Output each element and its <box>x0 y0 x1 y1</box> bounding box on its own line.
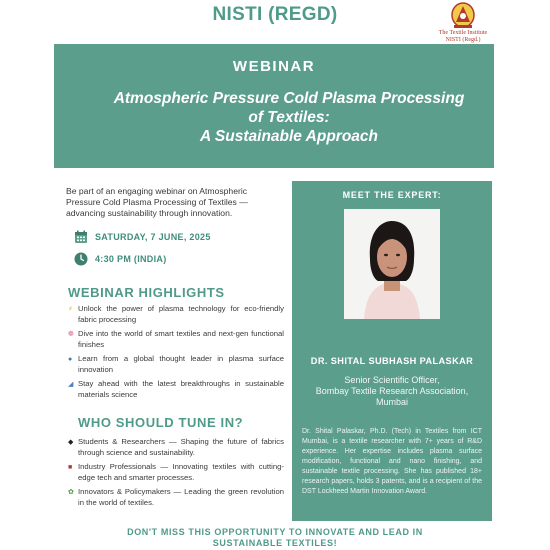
globe-icon: ● <box>68 356 73 363</box>
audience-list <box>68 436 284 511</box>
webinar-title <box>54 89 494 146</box>
expert-photo <box>344 209 440 319</box>
intro-text: Be part of an engaging webinar on Atmospheric Pressure Cold Plasma Processing of Textiles — advancing sustainability through innovation. <box>66 186 248 218</box>
thread-icon: ❁ <box>68 331 74 338</box>
expert-role <box>300 375 484 408</box>
event-date-row <box>74 230 211 244</box>
expert-role-line2: Bombay Textile Research Association, <box>315 386 469 396</box>
banner-label: WEBINAR <box>232 58 316 75</box>
expert-heading: MEET THE EXPERT: <box>342 190 442 200</box>
list-item: ✿ Innovators & Policymakers — Leading the green revolution in the world of textiles. <box>68 487 284 507</box>
factory-icon: ■ <box>68 464 73 471</box>
institute-logo <box>418 2 508 44</box>
audience-heading: WHO SHOULD TUNE IN? <box>78 415 244 430</box>
footer-line2: SUSTAINABLE TEXTILES! <box>212 538 338 548</box>
event-time-row <box>74 252 167 266</box>
event-date: SATURDAY, 7 JUNE, 2025 <box>95 232 211 242</box>
list-item: ■ Industry Professionals — Innovating textiles with cutting-edge tech and smarter processes. <box>68 462 284 482</box>
list-item: ● Learn from a global thought leader in plasma surface innovation <box>68 354 284 374</box>
expert-role-line3: Mumbai <box>375 397 408 407</box>
graduation-cap-icon: ◆ <box>68 439 74 446</box>
webinar-title-line2: of Textiles: <box>248 109 330 126</box>
institute-crest-icon <box>450 2 476 30</box>
expert-role-line1: Senior Scientific Officer, <box>344 375 440 385</box>
event-time: 4:30 PM (INDIA) <box>95 254 167 264</box>
footer-cta <box>0 527 550 549</box>
org-title: NISTI (REGD) <box>212 4 338 25</box>
highlights-heading: WEBINAR HIGHLIGHTS <box>68 285 225 300</box>
lightning-icon: ⚡ <box>68 306 73 313</box>
webinar-title-line1: Atmospheric Pressure Cold Plasma Processing <box>113 90 465 107</box>
list-item: ⚡ Unlock the power of plasma technology for eco-friendly fabric processing <box>68 304 284 324</box>
expert-bio: Dr. Shital Palaskar, Ph.D. (Tech) in Textiles from ICT Mumbai, is a textile researcher with 7+ years of R&D experience. Her expertise includes plasma surface modification, functional and nano finishing, and sustainable textile processing. She has published 18+ research papers, holds 3 patents, and is a recipient of the DST Lockheed Martin Innovation Award. <box>302 428 482 495</box>
sprout-icon: ✿ <box>68 489 74 496</box>
webinar-title-line3: A Sustainable Approach <box>200 128 378 145</box>
list-item: ◆ Students & Researchers — Shaping the future of fabrics through science and sustainability. <box>68 437 284 457</box>
expert-portrait <box>344 209 440 319</box>
highlights-list <box>68 303 284 403</box>
logo-caption-org: NISTI (Regd.) <box>445 37 481 43</box>
webinar-banner <box>54 44 494 168</box>
expert-panel <box>292 181 492 521</box>
clock-icon <box>74 252 88 266</box>
calendar-icon <box>74 230 88 244</box>
footer-line1: DON'T MISS THIS OPPORTUNITY TO INNOVATE AND LEAD IN <box>127 527 423 537</box>
logo-caption-name: The Textile Institute <box>438 30 488 36</box>
list-item: ❁ Dive into the world of smart textiles and next-gen functional finishes <box>68 329 284 349</box>
chart-icon: ◢ <box>68 381 74 388</box>
expert-name: DR. SHITAL SUBHASH PALASKAR <box>310 356 474 366</box>
list-item: ◢ Stay ahead with the latest breakthroughs in sustainable materials science <box>68 379 284 399</box>
